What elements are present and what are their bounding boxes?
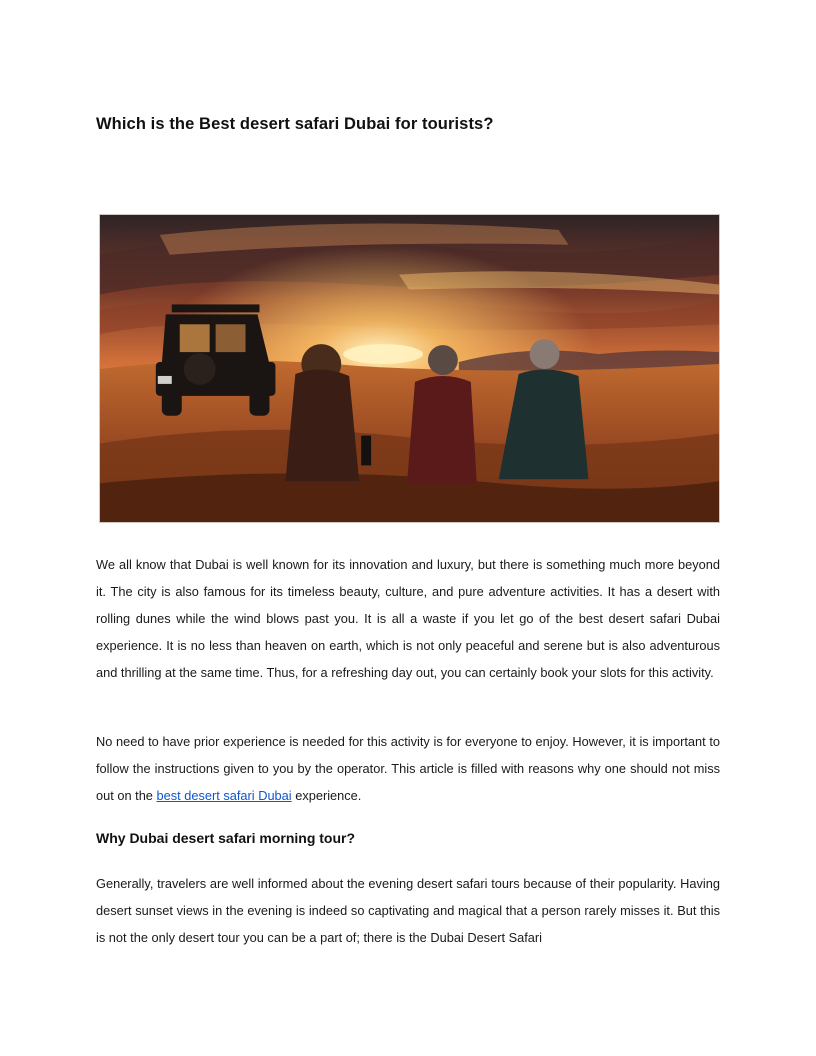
paragraph-text: No need to have prior experience is needed for this activity is for everyone to enjoy. However, it is important to follow the instructions given to you by the operator. This article is filled with reasons why one should not miss out on the [96, 734, 720, 803]
intro-paragraph: We all know that Dubai is well known for its innovation and luxury, but there is something much more beyond it. The city is also famous for its timeless beauty, culture, and pure adventure activities. It has a desert with rolling dunes while the wind blows past you. It is all a waste if you let go of the best desert safari Dubai experience. It is no less than heaven on earth, which is not only peaceful and serene but is also adventurous and thrilling at the same time. Thus, for a refreshing day out, you can certainly book your slots for this activity. [96, 557, 720, 680]
desert-sunset-photo [99, 214, 720, 523]
paragraph-text: experience. [291, 787, 362, 803]
experience-paragraph [96, 729, 720, 810]
best-desert-safari-link[interactable]: best desert safari Dubai [156, 787, 292, 803]
desert-sunset-illustration [100, 215, 719, 522]
section-heading: Why Dubai desert safari morning tour? [96, 830, 356, 846]
morning-tour-paragraph: Generally, travelers are well informed about the evening desert safari tours because of their popularity. Having desert sunset views in the evening is indeed so captivating and magical that a person rarely misses it. But this is not the only desert tour you can be a part of; there is the Dubai Desert Safari [96, 876, 720, 945]
article-title: Which is the Best desert safari Dubai for tourists? [96, 115, 494, 133]
